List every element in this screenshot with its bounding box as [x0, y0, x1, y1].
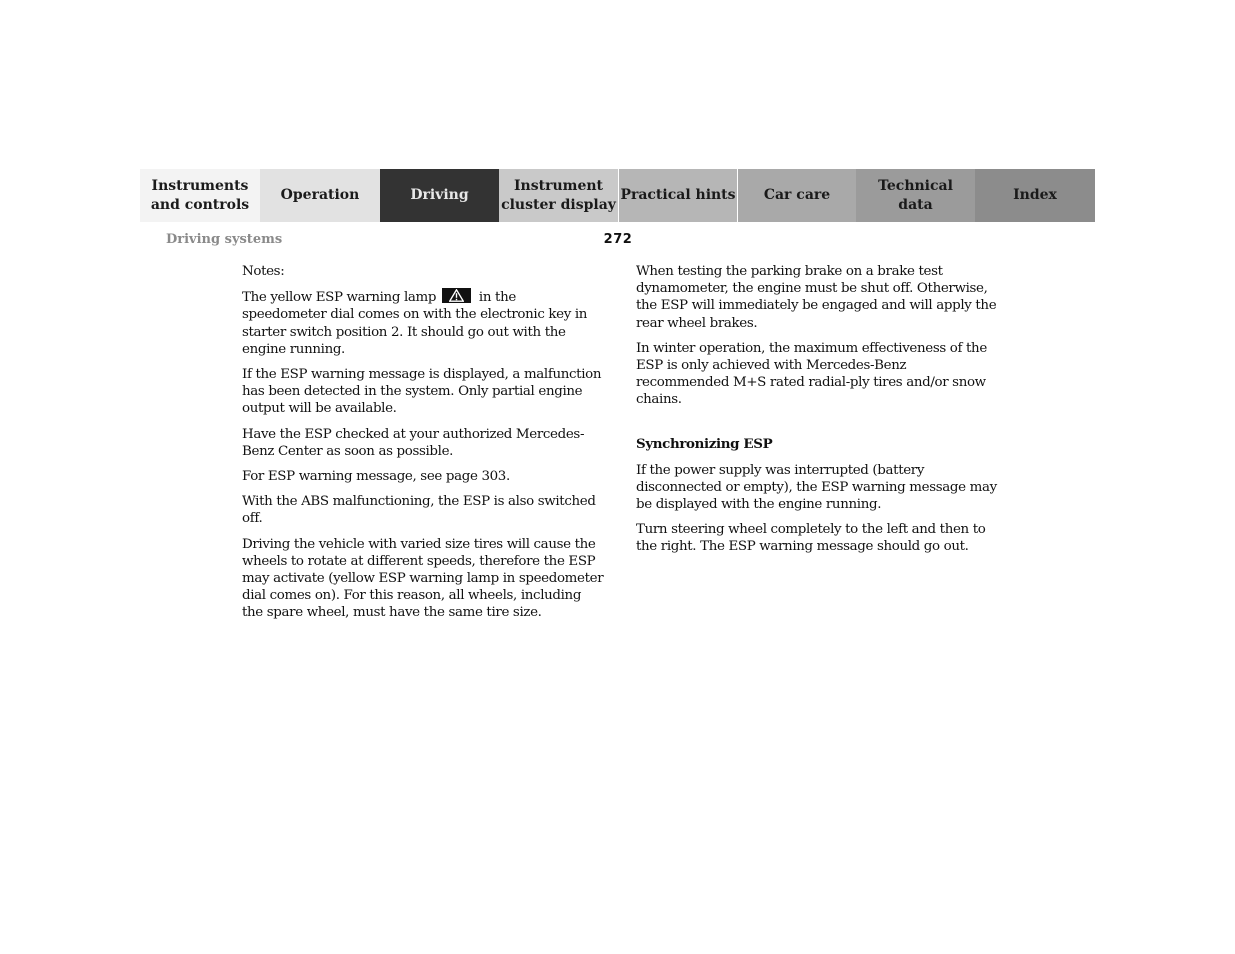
note-warning-lamp-text-start: The yellow ESP warning lamp [242, 290, 437, 306]
note-abs: With the ABS malfunctioning, the ESP is also switched off. [242, 494, 596, 527]
note-malfunction: If the ESP warning message is displayed, a malfunction has been detected in the system. Only partial engine output will be available. [242, 367, 602, 417]
note-turn-steering: Turn steering wheel completely to the left and then to the right. The ESP warning message should go out. [636, 522, 986, 555]
tab-index[interactable]: Index [975, 169, 1095, 222]
notes-heading: Notes: [242, 264, 285, 279]
right-text-column [636, 263, 998, 564]
tab-operation[interactable]: Operation [260, 169, 380, 222]
note-brake-test: When testing the parking brake on a brake test dynamometer, the engine must be shut off. Otherwise, the ESP will immediately be engaged and will apply the rear wheel brakes. [636, 264, 997, 331]
tab-driving[interactable]: Driving [380, 169, 499, 222]
note-check-esp: Have the ESP checked at your authorized Mercedes-Benz Center as soon as possible. [242, 426, 585, 459]
note-winter-operation: In winter operation, the maximum effectiveness of the ESP is only achieved with Mercedes-Benz recommended M+S rated radial-ply tires and/or snow chains. [636, 340, 987, 408]
section-title: Driving systems [166, 232, 283, 247]
note-tire-size: Driving the vehicle with varied size tires will cause the wheels to rotate at different speeds, therefore the ESP may activate (yellow ESP warning lamp in speedometer dial comes on). For this reason, all wheels, including the spare wheel, must have the same tire size. [242, 536, 604, 621]
chapter-tab-bar [140, 169, 1095, 222]
tab-instrument-cluster-display[interactable]: Instrument cluster display [499, 169, 618, 222]
tab-practical-hints[interactable]: Practical hints [618, 169, 737, 222]
tab-technical-data[interactable]: Technical data [856, 169, 975, 222]
note-power-interrupted: If the power supply was interrupted (battery disconnected or empty), the ESP warning message may be displayed with the engine running. [636, 462, 997, 513]
note-see-page: For ESP warning message, see page 303. [242, 469, 510, 485]
note-warning-lamp [242, 288, 604, 358]
note-warning-lamp-text-end: in the speedometer dial comes on with the electronic key in starter switch position 2. It should go out with the engine running. [242, 290, 588, 357]
synchronizing-esp-heading: Synchronizing ESP [636, 435, 773, 452]
page-number: 272 [603, 232, 633, 247]
tab-car-care[interactable]: Car care [737, 169, 856, 222]
tab-instruments-and-controls[interactable]: Instruments and controls [140, 169, 260, 222]
esp-warning-triangle-icon [442, 288, 471, 303]
left-text-column [242, 263, 604, 630]
